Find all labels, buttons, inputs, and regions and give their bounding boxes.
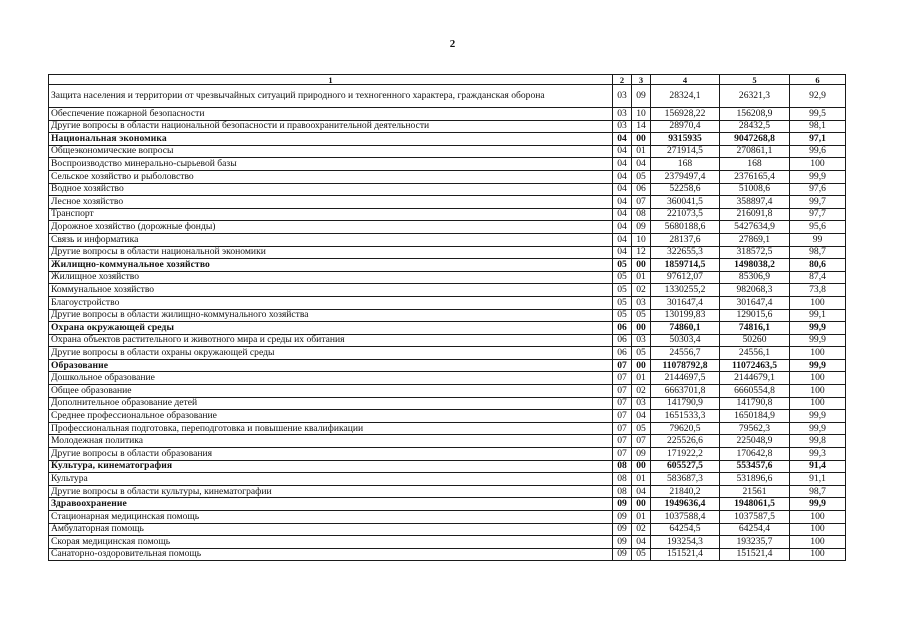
section-code-cell: 08 [613, 473, 632, 486]
percent-cell: 97,6 [790, 183, 846, 196]
percent-cell: 100 [790, 158, 846, 171]
planned-amount-cell: 322655,3 [651, 246, 720, 259]
executed-amount-cell: 1650184,9 [720, 410, 790, 423]
planned-amount-cell: 583687,3 [651, 473, 720, 486]
table-row [49, 347, 846, 360]
planned-amount-cell: 156928,22 [651, 108, 720, 121]
table-row [49, 460, 846, 473]
section-code-cell: 05 [613, 259, 632, 272]
table-row [49, 435, 846, 448]
percent-cell: 100 [790, 347, 846, 360]
row-name-cell: Коммунальное хозяйство [49, 284, 613, 297]
percent-cell: 98,7 [790, 485, 846, 498]
subsection-code-cell: 05 [632, 309, 651, 322]
section-code-cell: 04 [613, 133, 632, 146]
subsection-code-cell: 01 [632, 473, 651, 486]
table-row [49, 233, 846, 246]
table-row [49, 448, 846, 461]
row-name-cell: Скорая медицинская помощь [49, 536, 613, 549]
table-row [49, 246, 846, 259]
table-row [49, 422, 846, 435]
planned-amount-cell: 2144697,5 [651, 372, 720, 385]
row-name-cell: Другие вопросы в области жилищно-коммунального хозяйства [49, 309, 613, 322]
executed-amount-cell: 216091,8 [720, 208, 790, 221]
section-code-cell: 04 [613, 158, 632, 171]
column-header-6: 6 [790, 75, 846, 85]
percent-cell: 100 [790, 372, 846, 385]
percent-cell: 100 [790, 385, 846, 398]
executed-amount-cell: 6660554,8 [720, 385, 790, 398]
planned-amount-cell: 24556,7 [651, 347, 720, 360]
table-header-row [49, 75, 846, 85]
planned-amount-cell: 171922,2 [651, 448, 720, 461]
table-row [49, 284, 846, 297]
subsection-code-cell: 02 [632, 523, 651, 536]
table-row [49, 523, 846, 536]
executed-amount-cell: 50260 [720, 334, 790, 347]
row-name-cell: Санаторно-оздоровительная помощь [49, 548, 613, 561]
percent-cell: 100 [790, 397, 846, 410]
executed-amount-cell: 51008,6 [720, 183, 790, 196]
planned-amount-cell: 28970,4 [651, 120, 720, 133]
section-code-cell: 04 [613, 221, 632, 234]
planned-amount-cell: 6663701,8 [651, 385, 720, 398]
subsection-code-cell: 00 [632, 322, 651, 335]
planned-amount-cell: 5680188,6 [651, 221, 720, 234]
executed-amount-cell: 129015,6 [720, 309, 790, 322]
section-code-cell: 06 [613, 347, 632, 360]
subsection-code-cell: 00 [632, 259, 651, 272]
percent-cell: 100 [790, 296, 846, 309]
row-name-cell: Охрана объектов растительного и животного мира и среды их обитания [49, 334, 613, 347]
percent-cell: 91,1 [790, 473, 846, 486]
table-row [49, 145, 846, 158]
table-row [49, 259, 846, 272]
table-row [49, 221, 846, 234]
table-row [49, 170, 846, 183]
percent-cell: 98,7 [790, 246, 846, 259]
executed-amount-cell: 2376165,4 [720, 170, 790, 183]
percent-cell: 100 [790, 548, 846, 561]
percent-cell: 73,8 [790, 284, 846, 297]
section-code-cell: 03 [613, 120, 632, 133]
row-name-cell: Дополнительное образование детей [49, 397, 613, 410]
subsection-code-cell: 05 [632, 170, 651, 183]
row-name-cell: Дорожное хозяйство (дорожные фонды) [49, 221, 613, 234]
subsection-code-cell: 05 [632, 548, 651, 561]
section-code-cell: 04 [613, 183, 632, 196]
section-code-cell: 07 [613, 422, 632, 435]
executed-amount-cell: 9047268,8 [720, 133, 790, 146]
table-row [49, 271, 846, 284]
row-name-cell: Общеэкономические вопросы [49, 145, 613, 158]
percent-cell: 100 [790, 511, 846, 524]
planned-amount-cell: 221073,5 [651, 208, 720, 221]
subsection-code-cell: 07 [632, 435, 651, 448]
executed-amount-cell: 193235,7 [720, 536, 790, 549]
percent-cell: 99,7 [790, 196, 846, 209]
subsection-code-cell: 10 [632, 108, 651, 121]
row-name-cell: Культура, кинематография [49, 460, 613, 473]
subsection-code-cell: 04 [632, 485, 651, 498]
section-code-cell: 08 [613, 485, 632, 498]
row-name-cell: Профессиональная подготовка, переподготовка и повышение квалификации [49, 422, 613, 435]
subsection-code-cell: 03 [632, 397, 651, 410]
section-code-cell: 03 [613, 85, 632, 108]
row-name-cell: Охрана окружающей среды [49, 322, 613, 335]
subsection-code-cell: 14 [632, 120, 651, 133]
percent-cell: 99,1 [790, 309, 846, 322]
section-code-cell: 04 [613, 208, 632, 221]
planned-amount-cell: 1330255,2 [651, 284, 720, 297]
executed-amount-cell: 156208,9 [720, 108, 790, 121]
row-name-cell: Среднее профессиональное образование [49, 410, 613, 423]
subsection-code-cell: 00 [632, 359, 651, 372]
subsection-code-cell: 07 [632, 196, 651, 209]
table-row [49, 85, 846, 108]
row-name-cell: Защита населения и территории от чрезвычайных ситуаций природного и техногенного характера, гражданская оборона [49, 85, 613, 108]
executed-amount-cell: 553457,6 [720, 460, 790, 473]
budget-table-body [49, 75, 846, 561]
row-name-cell: Обеспечение пожарной безопасности [49, 108, 613, 121]
executed-amount-cell: 85306,9 [720, 271, 790, 284]
page-number: 2 [449, 38, 456, 50]
row-name-cell: Лесное хозяйство [49, 196, 613, 209]
row-name-cell: Водное хозяйство [49, 183, 613, 196]
percent-cell: 97,1 [790, 133, 846, 146]
row-name-cell: Культура [49, 473, 613, 486]
percent-cell: 97,7 [790, 208, 846, 221]
row-name-cell: Жилищно-коммунальное хозяйство [49, 259, 613, 272]
table-row [49, 120, 846, 133]
table-row [49, 108, 846, 121]
percent-cell: 99,9 [790, 170, 846, 183]
percent-cell: 99,3 [790, 448, 846, 461]
table-row [49, 133, 846, 146]
row-name-cell: Связь и информатика [49, 233, 613, 246]
planned-amount-cell: 605527,5 [651, 460, 720, 473]
executed-amount-cell: 1037587,5 [720, 511, 790, 524]
section-code-cell: 07 [613, 359, 632, 372]
column-header-4: 4 [651, 75, 720, 85]
section-code-cell: 05 [613, 284, 632, 297]
row-name-cell: Другие вопросы в области национальной безопасности и правоохранительной деятельности [49, 120, 613, 133]
section-code-cell: 07 [613, 435, 632, 448]
percent-cell: 92,9 [790, 85, 846, 108]
subsection-code-cell: 00 [632, 460, 651, 473]
percent-cell: 91,4 [790, 460, 846, 473]
executed-amount-cell: 28432,5 [720, 120, 790, 133]
section-code-cell: 04 [613, 246, 632, 259]
percent-cell: 87,4 [790, 271, 846, 284]
table-row [49, 385, 846, 398]
budget-table [48, 74, 846, 561]
section-code-cell: 09 [613, 536, 632, 549]
subsection-code-cell: 00 [632, 133, 651, 146]
executed-amount-cell: 74816,1 [720, 322, 790, 335]
executed-amount-cell: 11072463,5 [720, 359, 790, 372]
executed-amount-cell: 5427634,9 [720, 221, 790, 234]
section-code-cell: 05 [613, 309, 632, 322]
section-code-cell: 07 [613, 448, 632, 461]
table-row [49, 485, 846, 498]
percent-cell: 99,9 [790, 498, 846, 511]
planned-amount-cell: 168 [651, 158, 720, 171]
planned-amount-cell: 28137,6 [651, 233, 720, 246]
table-row [49, 397, 846, 410]
section-code-cell: 08 [613, 460, 632, 473]
executed-amount-cell: 64254,4 [720, 523, 790, 536]
subsection-code-cell: 05 [632, 347, 651, 360]
percent-cell: 99,8 [790, 435, 846, 448]
section-code-cell: 09 [613, 511, 632, 524]
section-code-cell: 04 [613, 170, 632, 183]
row-name-cell: Другие вопросы в области культуры, кинематографии [49, 485, 613, 498]
executed-amount-cell: 24556,1 [720, 347, 790, 360]
section-code-cell: 06 [613, 322, 632, 335]
planned-amount-cell: 301647,4 [651, 296, 720, 309]
section-code-cell: 04 [613, 145, 632, 158]
section-code-cell: 03 [613, 108, 632, 121]
section-code-cell: 09 [613, 548, 632, 561]
planned-amount-cell: 360041,5 [651, 196, 720, 209]
column-header-5: 5 [720, 75, 790, 85]
planned-amount-cell: 1037588,4 [651, 511, 720, 524]
executed-amount-cell: 358897,4 [720, 196, 790, 209]
percent-cell: 99,9 [790, 334, 846, 347]
subsection-code-cell: 01 [632, 511, 651, 524]
row-name-cell: Общее образование [49, 385, 613, 398]
column-header-1: 1 [49, 75, 613, 85]
subsection-code-cell: 04 [632, 536, 651, 549]
subsection-code-cell: 04 [632, 410, 651, 423]
table-row [49, 498, 846, 511]
subsection-code-cell: 05 [632, 422, 651, 435]
row-name-cell: Жилищное хозяйство [49, 271, 613, 284]
planned-amount-cell: 2379497,4 [651, 170, 720, 183]
percent-cell: 99,9 [790, 422, 846, 435]
section-code-cell: 05 [613, 296, 632, 309]
percent-cell: 100 [790, 523, 846, 536]
percent-cell: 99,9 [790, 359, 846, 372]
table-row [49, 359, 846, 372]
row-name-cell: Образование [49, 359, 613, 372]
subsection-code-cell: 01 [632, 145, 651, 158]
planned-amount-cell: 11078792,8 [651, 359, 720, 372]
row-name-cell: Другие вопросы в области образования [49, 448, 613, 461]
planned-amount-cell: 130199,83 [651, 309, 720, 322]
table-row [49, 208, 846, 221]
percent-cell: 99,9 [790, 410, 846, 423]
percent-cell: 99,9 [790, 322, 846, 335]
executed-amount-cell: 301647,4 [720, 296, 790, 309]
table-row [49, 511, 846, 524]
row-name-cell: Другие вопросы в области охраны окружающей среды [49, 347, 613, 360]
executed-amount-cell: 982068,3 [720, 284, 790, 297]
table-row [49, 183, 846, 196]
section-code-cell: 09 [613, 523, 632, 536]
table-row [49, 322, 846, 335]
percent-cell: 80,6 [790, 259, 846, 272]
planned-amount-cell: 21840,2 [651, 485, 720, 498]
subsection-code-cell: 02 [632, 385, 651, 398]
planned-amount-cell: 64254,5 [651, 523, 720, 536]
section-code-cell: 04 [613, 196, 632, 209]
executed-amount-cell: 79562,3 [720, 422, 790, 435]
subsection-code-cell: 03 [632, 334, 651, 347]
planned-amount-cell: 271914,5 [651, 145, 720, 158]
planned-amount-cell: 28324,1 [651, 85, 720, 108]
section-code-cell: 06 [613, 334, 632, 347]
subsection-code-cell: 03 [632, 296, 651, 309]
row-name-cell: Молодежная политика [49, 435, 613, 448]
table-row [49, 410, 846, 423]
row-name-cell: Стационарная медицинская помощь [49, 511, 613, 524]
column-header-2: 2 [613, 75, 632, 85]
executed-amount-cell: 141790,8 [720, 397, 790, 410]
executed-amount-cell: 2144679,1 [720, 372, 790, 385]
percent-cell: 95,6 [790, 221, 846, 234]
subsection-code-cell: 01 [632, 271, 651, 284]
executed-amount-cell: 270861,1 [720, 145, 790, 158]
table-row [49, 158, 846, 171]
row-name-cell: Благоустройство [49, 296, 613, 309]
row-name-cell: Другие вопросы в области национальной экономики [49, 246, 613, 259]
subsection-code-cell: 10 [632, 233, 651, 246]
subsection-code-cell: 04 [632, 158, 651, 171]
executed-amount-cell: 168 [720, 158, 790, 171]
section-code-cell: 05 [613, 271, 632, 284]
subsection-code-cell: 09 [632, 448, 651, 461]
subsection-code-cell: 08 [632, 208, 651, 221]
planned-amount-cell: 151521,4 [651, 548, 720, 561]
planned-amount-cell: 79620,5 [651, 422, 720, 435]
percent-cell: 99 [790, 233, 846, 246]
table-row [49, 196, 846, 209]
planned-amount-cell: 74860,1 [651, 322, 720, 335]
planned-amount-cell: 1859714,5 [651, 259, 720, 272]
row-name-cell: Амбулаторная помощь [49, 523, 613, 536]
table-row [49, 309, 846, 322]
table-row [49, 334, 846, 347]
table-row [49, 473, 846, 486]
executed-amount-cell: 21561 [720, 485, 790, 498]
executed-amount-cell: 1498038,2 [720, 259, 790, 272]
executed-amount-cell: 27869,1 [720, 233, 790, 246]
section-code-cell: 07 [613, 385, 632, 398]
percent-cell: 100 [790, 536, 846, 549]
table-row [49, 536, 846, 549]
subsection-code-cell: 02 [632, 284, 651, 297]
subsection-code-cell: 09 [632, 221, 651, 234]
executed-amount-cell: 318572,5 [720, 246, 790, 259]
row-name-cell: Здравоохранение [49, 498, 613, 511]
executed-amount-cell: 170642,8 [720, 448, 790, 461]
percent-cell: 98,1 [790, 120, 846, 133]
table-row [49, 296, 846, 309]
planned-amount-cell: 1651533,3 [651, 410, 720, 423]
row-name-cell: Дошкольное образование [49, 372, 613, 385]
planned-amount-cell: 50303,4 [651, 334, 720, 347]
executed-amount-cell: 1948061,5 [720, 498, 790, 511]
section-code-cell: 09 [613, 498, 632, 511]
executed-amount-cell: 531896,6 [720, 473, 790, 486]
executed-amount-cell: 26321,3 [720, 85, 790, 108]
planned-amount-cell: 9315935 [651, 133, 720, 146]
percent-cell: 99,6 [790, 145, 846, 158]
section-code-cell: 04 [613, 233, 632, 246]
column-header-3: 3 [632, 75, 651, 85]
planned-amount-cell: 97612,07 [651, 271, 720, 284]
section-code-cell: 07 [613, 372, 632, 385]
planned-amount-cell: 1949636,4 [651, 498, 720, 511]
row-name-cell: Транспорт [49, 208, 613, 221]
section-code-cell: 07 [613, 410, 632, 423]
subsection-code-cell: 00 [632, 498, 651, 511]
subsection-code-cell: 09 [632, 85, 651, 108]
table-row [49, 548, 846, 561]
planned-amount-cell: 141790,9 [651, 397, 720, 410]
row-name-cell: Воспроизводство минерально-сырьевой базы [49, 158, 613, 171]
planned-amount-cell: 193254,3 [651, 536, 720, 549]
planned-amount-cell: 225526,6 [651, 435, 720, 448]
executed-amount-cell: 151521,4 [720, 548, 790, 561]
row-name-cell: Национальная экономика [49, 133, 613, 146]
subsection-code-cell: 01 [632, 372, 651, 385]
percent-cell: 99,5 [790, 108, 846, 121]
section-code-cell: 07 [613, 397, 632, 410]
subsection-code-cell: 06 [632, 183, 651, 196]
subsection-code-cell: 12 [632, 246, 651, 259]
executed-amount-cell: 225048,9 [720, 435, 790, 448]
table-row [49, 372, 846, 385]
row-name-cell: Сельское хозяйство и рыболовство [49, 170, 613, 183]
planned-amount-cell: 52258,6 [651, 183, 720, 196]
